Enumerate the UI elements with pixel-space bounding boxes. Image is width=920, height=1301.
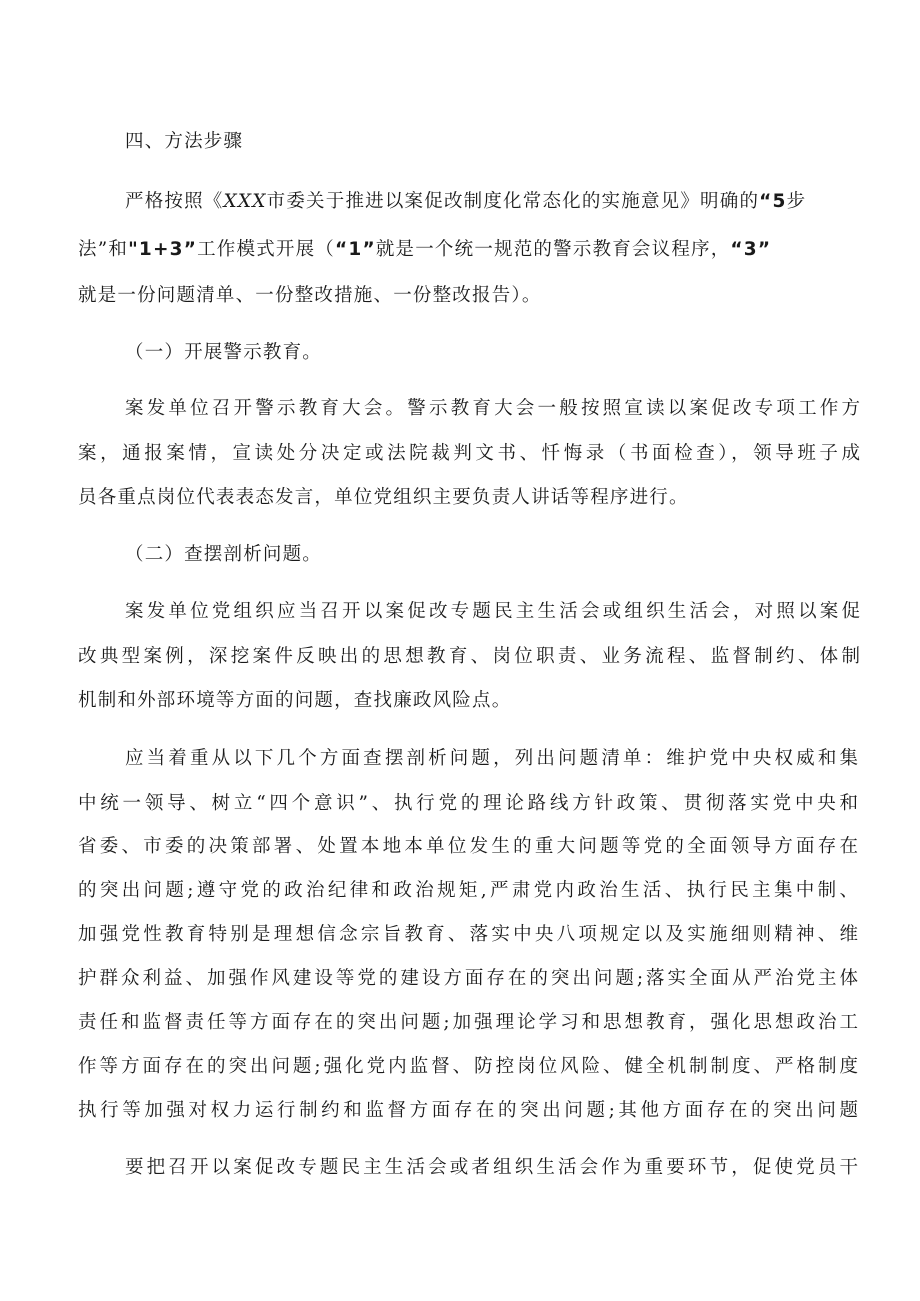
intro-text-1b: XXX: [223, 191, 267, 212]
focus-line-1: 应当着重从以下几个方面查摆剖析问题，列出问题清单：维护党中央权威和集: [125, 748, 858, 769]
sub-heading-problem-analysis: （二）查摆剖析问题。: [125, 544, 323, 565]
focus-line-6: 护群众利益、加强作风建设等党的建设方面存在的突出问题;落实全面从严治党主体: [78, 968, 858, 989]
intro-text-2d: “1”: [335, 239, 376, 260]
focus-line-5: 加强党性教育特别是理想信念宗旨教育、落实中央八项规定以及实施细则精神、维: [78, 924, 858, 945]
focus-line-3: 省委、市委的决策部署、处置本地本单位发生的重大问题等党的全面领导方面存在: [78, 836, 858, 857]
sub2-line-3: 机制和外部环境等方面的问题，查找廉政风险点。: [78, 690, 512, 711]
intro-text-2f: “3”: [730, 239, 772, 260]
intro-text-1c: 市委关于推进以案促改制度化常态化的实施意见》明确的: [266, 191, 760, 212]
sub1-line-3: 员各重点岗位代表表态发言，单位党组织主要负责人讲话等程序进行。: [78, 487, 689, 508]
intro-text-2c: 工作模式开展（: [197, 239, 336, 260]
sub-heading-warning-education: （一）开展警示教育。: [125, 342, 323, 363]
intro-line-1: [125, 190, 835, 214]
intro-text-2e: 就是一个统一规范的警示教育会议程序，: [375, 239, 731, 260]
intro-text-1e: 步: [786, 191, 807, 212]
intro-line-3: 就是一份问题清单、一份整改措施、一份整改报告）。: [78, 285, 542, 306]
intro-text-2b: "1+3”: [128, 239, 198, 260]
focus-line-7: 责任和监督责任等方面存在的突出问题;加强理论学习和思想教育，强化思想政治工: [78, 1012, 858, 1033]
intro-line-2: [78, 238, 834, 262]
focus-line-8: 作等方面存在的突出问题;强化党内监督、防控岗位风险、健全机制制度、严格制度: [78, 1056, 858, 1077]
intro-text-2a: 法”和: [78, 239, 129, 260]
intro-text-1d: “5: [759, 191, 787, 212]
focus-line-9: 执行等加强对权力运行制约和监督方面存在的突出问题;其他方面存在的突出问题: [78, 1100, 858, 1121]
sub1-line-1: 案发单位召开警示教育大会。警示教育大会一般按照宣读以案促改专项工作方: [125, 398, 860, 419]
sub2-line-1: 案发单位党组织应当召开以案促改专题民主生活会或组织生活会，对照以案促: [125, 601, 860, 622]
intro-text-1a: 严格按照《: [125, 191, 224, 212]
section-heading-method: 四、方法步骤: [125, 131, 244, 152]
focus-line-2: 中统一领导、树立“四个意识”、执行党的理论路线方针政策、贯彻落实党中央和: [78, 793, 858, 814]
sub2-line-2: 改典型案例，深挖案件反映出的思想教育、岗位职责、业务流程、监督制约、体制: [78, 646, 860, 667]
sub1-line-2: 案，通报案情，宣读处分决定或法院裁判文书、忏悔录（书面检查），领导班子成: [78, 443, 860, 464]
closing-line: 要把召开以案促改专题民主生活会或者组织生活会作为重要环节，促使党员干: [125, 1157, 858, 1178]
focus-line-4: 的突出问题;遵守党的政治纪律和政治规矩,严肃党内政治生活、执行民主集中制、: [78, 880, 858, 901]
